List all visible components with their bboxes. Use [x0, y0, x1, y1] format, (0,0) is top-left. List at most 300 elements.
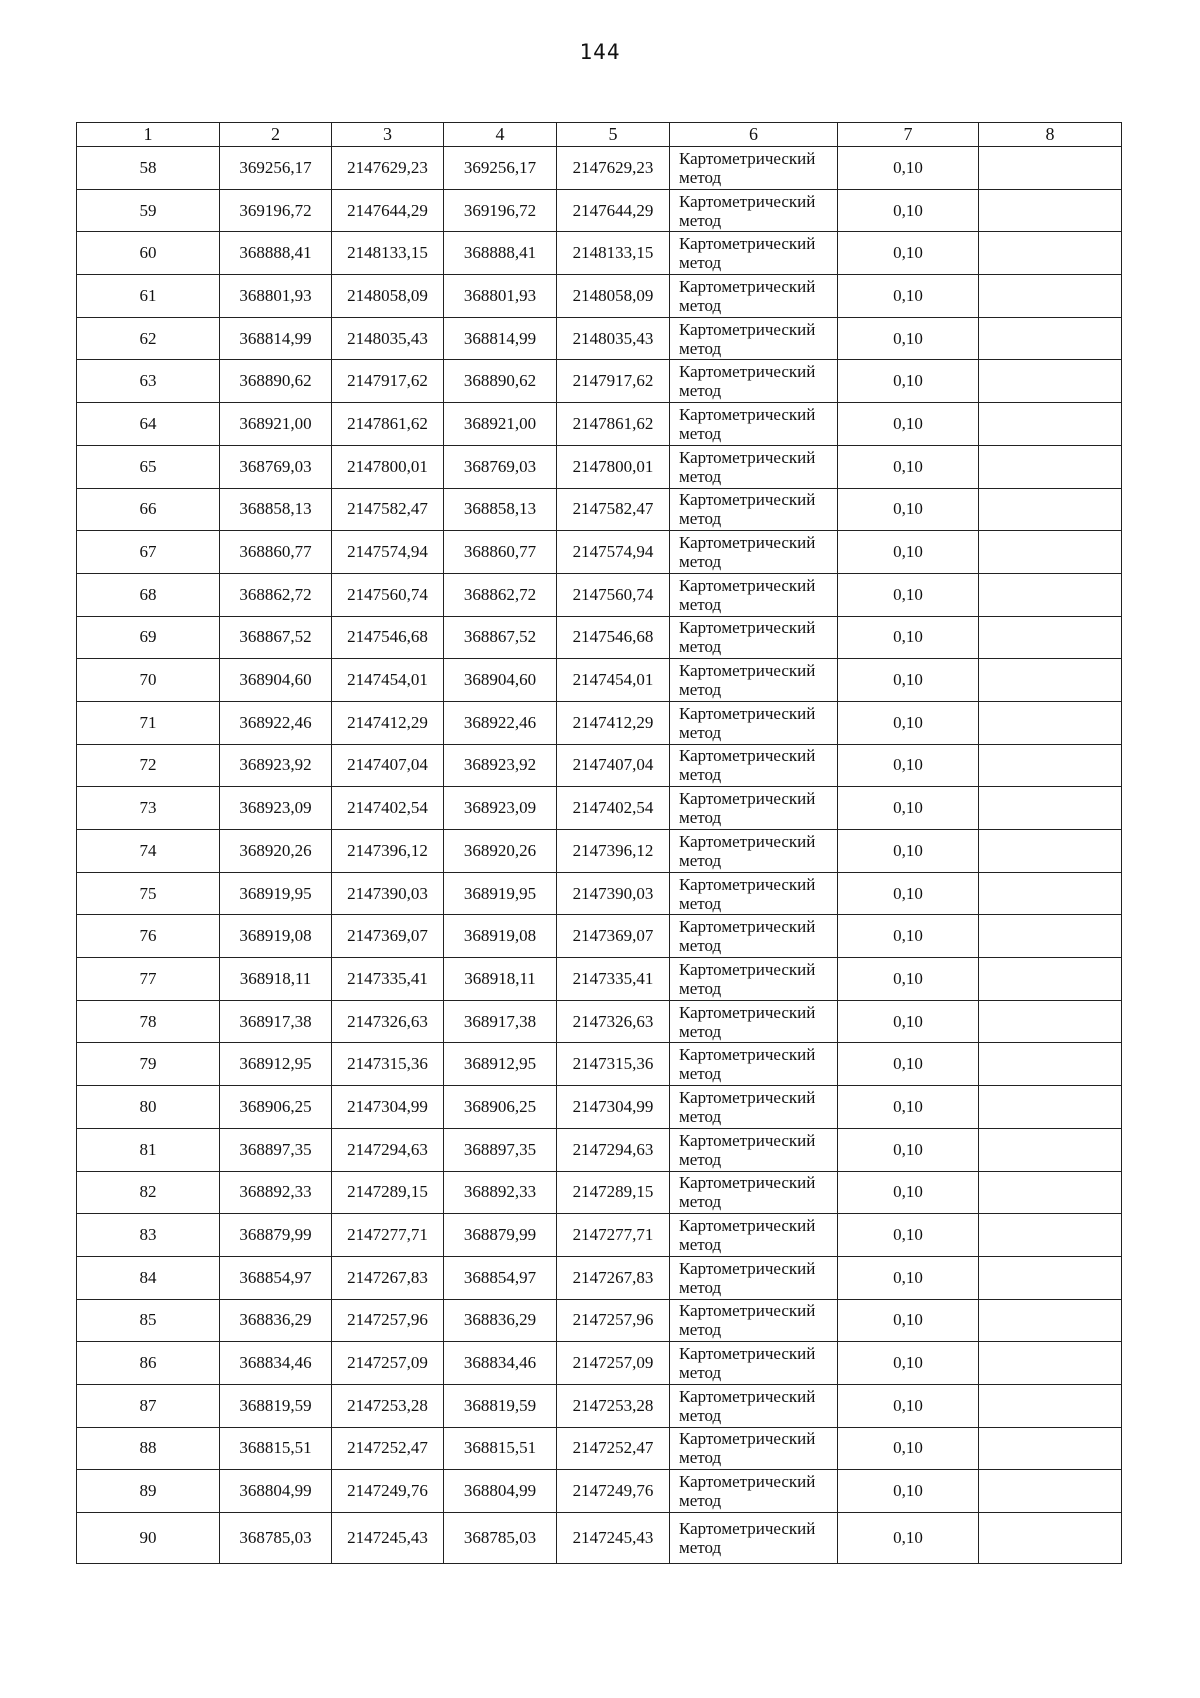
method-line: метод — [679, 1235, 722, 1255]
x-coordinate-cell: 368922,46 — [220, 701, 332, 744]
table-header-row — [77, 123, 1122, 147]
y-coordinate-cell: 2147396,12 — [557, 830, 670, 873]
y-coordinate-cell: 2147644,29 — [557, 189, 670, 232]
point-number-cell: 71 — [77, 701, 220, 744]
y-coordinate-cell: 2147546,68 — [557, 616, 670, 659]
y-coordinate-cell: 2147402,54 — [332, 787, 444, 830]
table-row — [77, 488, 1122, 531]
accuracy-cell: 0,10 — [838, 1043, 979, 1086]
column-header: 1 — [77, 123, 220, 147]
x-coordinate-cell: 368860,77 — [220, 531, 332, 574]
column-header: 3 — [332, 123, 444, 147]
point-number-cell: 69 — [77, 616, 220, 659]
x-coordinate-cell: 368904,60 — [220, 659, 332, 702]
method-line: метод — [679, 1192, 722, 1212]
method-line: метод — [679, 1491, 722, 1511]
accuracy-cell: 0,10 — [838, 915, 979, 958]
y-coordinate-cell: 2147335,41 — [332, 958, 444, 1001]
note-cell — [979, 1043, 1122, 1086]
y-coordinate-cell: 2147289,15 — [332, 1171, 444, 1214]
y-coordinate-cell: 2147574,94 — [332, 531, 444, 574]
y-coordinate-cell: 2147644,29 — [332, 189, 444, 232]
method-line: Картометрический — [679, 1130, 816, 1150]
note-cell — [979, 1086, 1122, 1129]
accuracy-cell: 0,10 — [838, 147, 979, 190]
method-line: Картометрический — [679, 362, 816, 382]
y-coordinate-cell: 2147252,47 — [332, 1427, 444, 1470]
x-coordinate-cell: 368858,13 — [220, 488, 332, 531]
accuracy-cell: 0,10 — [838, 317, 979, 360]
table-row — [77, 1000, 1122, 1043]
table-row — [77, 1256, 1122, 1299]
method-cell — [670, 915, 838, 958]
method-line: Картометрический — [679, 148, 816, 168]
table-row — [77, 232, 1122, 275]
x-coordinate-cell: 368862,72 — [444, 573, 557, 616]
point-number-cell: 66 — [77, 488, 220, 531]
x-coordinate-cell: 368819,59 — [444, 1384, 557, 1427]
accuracy-cell: 0,10 — [838, 488, 979, 531]
method-cell — [670, 445, 838, 488]
y-coordinate-cell: 2147253,28 — [332, 1384, 444, 1427]
y-coordinate-cell: 2147252,47 — [557, 1427, 670, 1470]
x-coordinate-cell: 368804,99 — [220, 1470, 332, 1513]
method-line: метод — [679, 936, 722, 956]
y-coordinate-cell: 2147253,28 — [557, 1384, 670, 1427]
y-coordinate-cell: 2147277,71 — [557, 1214, 670, 1257]
point-number-cell: 82 — [77, 1171, 220, 1214]
page-number: 144 — [579, 40, 621, 64]
x-coordinate-cell: 368888,41 — [444, 232, 557, 275]
accuracy-cell: 0,10 — [838, 1513, 979, 1564]
method-line: метод — [679, 893, 722, 913]
x-coordinate-cell: 368785,03 — [220, 1513, 332, 1564]
table-row — [77, 1384, 1122, 1427]
point-number-cell: 60 — [77, 232, 220, 275]
x-coordinate-cell: 368769,03 — [444, 445, 557, 488]
y-coordinate-cell: 2147412,29 — [557, 701, 670, 744]
note-cell — [979, 744, 1122, 787]
table-row — [77, 915, 1122, 958]
x-coordinate-cell: 368867,52 — [444, 616, 557, 659]
x-coordinate-cell: 368923,09 — [444, 787, 557, 830]
point-number-cell: 84 — [77, 1256, 220, 1299]
method-line: метод — [679, 1021, 722, 1041]
table-row — [77, 275, 1122, 318]
method-cell — [670, 1470, 838, 1513]
accuracy-cell: 0,10 — [838, 787, 979, 830]
method-line: Картометрический — [679, 746, 816, 766]
x-coordinate-cell: 368814,99 — [444, 317, 557, 360]
note-cell — [979, 830, 1122, 873]
y-coordinate-cell: 2147326,63 — [332, 1000, 444, 1043]
point-number-cell: 62 — [77, 317, 220, 360]
method-line: Картометрический — [679, 1258, 816, 1278]
x-coordinate-cell: 368923,09 — [220, 787, 332, 830]
accuracy-cell: 0,10 — [838, 1342, 979, 1385]
method-line: метод — [679, 1277, 722, 1297]
table-row — [77, 1128, 1122, 1171]
point-number-cell: 64 — [77, 403, 220, 446]
column-header: 7 — [838, 123, 979, 147]
accuracy-cell: 0,10 — [838, 445, 979, 488]
method-cell — [670, 1000, 838, 1043]
method-line: Картометрический — [679, 789, 816, 809]
x-coordinate-cell: 368890,62 — [220, 360, 332, 403]
x-coordinate-cell: 368862,72 — [220, 573, 332, 616]
x-coordinate-cell: 368917,38 — [220, 1000, 332, 1043]
note-cell — [979, 1342, 1122, 1385]
method-line: Картометрический — [679, 1045, 816, 1065]
accuracy-cell: 0,10 — [838, 744, 979, 787]
method-line: метод — [679, 594, 722, 614]
accuracy-cell: 0,10 — [838, 872, 979, 915]
method-line: Картометрический — [679, 404, 816, 424]
method-line: метод — [679, 1538, 722, 1557]
y-coordinate-cell: 2147257,96 — [332, 1299, 444, 1342]
method-cell — [670, 1427, 838, 1470]
x-coordinate-cell: 368906,25 — [444, 1086, 557, 1129]
accuracy-cell: 0,10 — [838, 701, 979, 744]
point-number-cell: 81 — [77, 1128, 220, 1171]
x-coordinate-cell: 369256,17 — [444, 147, 557, 190]
y-coordinate-cell: 2147390,03 — [557, 872, 670, 915]
point-number-cell: 78 — [77, 1000, 220, 1043]
method-cell — [670, 1256, 838, 1299]
method-line: метод — [679, 1106, 722, 1126]
x-coordinate-cell: 368890,62 — [444, 360, 557, 403]
x-coordinate-cell: 368815,51 — [220, 1427, 332, 1470]
method-cell — [670, 147, 838, 190]
note-cell — [979, 701, 1122, 744]
method-cell — [670, 531, 838, 574]
x-coordinate-cell: 368920,26 — [220, 830, 332, 873]
method-cell — [670, 787, 838, 830]
method-line: метод — [679, 423, 722, 443]
method-cell — [670, 1171, 838, 1214]
y-coordinate-cell: 2147277,71 — [332, 1214, 444, 1257]
point-number-cell: 70 — [77, 659, 220, 702]
method-cell — [670, 744, 838, 787]
y-coordinate-cell: 2147412,29 — [332, 701, 444, 744]
y-coordinate-cell: 2147249,76 — [332, 1470, 444, 1513]
accuracy-cell: 0,10 — [838, 1384, 979, 1427]
x-coordinate-cell: 368918,11 — [444, 958, 557, 1001]
y-coordinate-cell: 2147861,62 — [332, 403, 444, 446]
accuracy-cell: 0,10 — [838, 275, 979, 318]
point-number-cell: 65 — [77, 445, 220, 488]
table-row — [77, 445, 1122, 488]
method-line: Картометрический — [679, 575, 816, 595]
x-coordinate-cell: 368897,35 — [444, 1128, 557, 1171]
y-coordinate-cell: 2147629,23 — [557, 147, 670, 190]
accuracy-cell: 0,10 — [838, 1214, 979, 1257]
method-line: метод — [679, 637, 722, 657]
method-cell — [670, 872, 838, 915]
accuracy-cell: 0,10 — [838, 958, 979, 1001]
point-number-cell: 75 — [77, 872, 220, 915]
method-cell — [670, 1043, 838, 1086]
y-coordinate-cell: 2147267,83 — [332, 1256, 444, 1299]
x-coordinate-cell: 368919,08 — [220, 915, 332, 958]
y-coordinate-cell: 2147369,07 — [332, 915, 444, 958]
method-line: метод — [679, 466, 722, 486]
column-header: 6 — [670, 123, 838, 147]
note-cell — [979, 1256, 1122, 1299]
y-coordinate-cell: 2147245,43 — [557, 1513, 670, 1564]
note-cell — [979, 317, 1122, 360]
point-number-cell: 58 — [77, 147, 220, 190]
accuracy-cell: 0,10 — [838, 232, 979, 275]
note-cell — [979, 573, 1122, 616]
y-coordinate-cell: 2147861,62 — [557, 403, 670, 446]
method-cell — [670, 958, 838, 1001]
method-line: метод — [679, 295, 722, 315]
y-coordinate-cell: 2147582,47 — [332, 488, 444, 531]
x-coordinate-cell: 368867,52 — [220, 616, 332, 659]
table-row — [77, 701, 1122, 744]
method-line: метод — [679, 680, 722, 700]
method-line: Картометрический — [679, 874, 816, 894]
x-coordinate-cell: 368918,11 — [220, 958, 332, 1001]
method-line: Картометрический — [679, 234, 816, 254]
method-line: Картометрический — [679, 1519, 816, 1538]
y-coordinate-cell: 2147402,54 — [557, 787, 670, 830]
accuracy-cell: 0,10 — [838, 573, 979, 616]
method-cell — [670, 1299, 838, 1342]
x-coordinate-cell: 368836,29 — [220, 1299, 332, 1342]
y-coordinate-cell: 2147396,12 — [332, 830, 444, 873]
method-line: метод — [679, 808, 722, 828]
table-row — [77, 403, 1122, 446]
table-row — [77, 659, 1122, 702]
note-cell — [979, 403, 1122, 446]
method-cell — [670, 360, 838, 403]
accuracy-cell: 0,10 — [838, 1427, 979, 1470]
x-coordinate-cell: 368854,97 — [444, 1256, 557, 1299]
method-line: метод — [679, 210, 722, 230]
table-row — [77, 531, 1122, 574]
accuracy-cell: 0,10 — [838, 1299, 979, 1342]
coordinates-table — [76, 122, 1122, 1564]
x-coordinate-cell: 368854,97 — [220, 1256, 332, 1299]
y-coordinate-cell: 2148058,09 — [332, 275, 444, 318]
method-line: Картометрический — [679, 319, 816, 339]
x-coordinate-cell: 368922,46 — [444, 701, 557, 744]
note-cell — [979, 1427, 1122, 1470]
method-line: метод — [679, 1448, 722, 1468]
x-coordinate-cell: 368769,03 — [220, 445, 332, 488]
method-line: метод — [679, 381, 722, 401]
x-coordinate-cell: 368923,92 — [220, 744, 332, 787]
column-header: 8 — [979, 123, 1122, 147]
y-coordinate-cell: 2147917,62 — [332, 360, 444, 403]
note-cell — [979, 275, 1122, 318]
table-row — [77, 1427, 1122, 1470]
x-coordinate-cell: 368834,46 — [220, 1342, 332, 1385]
method-line: Картометрический — [679, 276, 816, 296]
x-coordinate-cell: 368892,33 — [444, 1171, 557, 1214]
method-line: метод — [679, 722, 722, 742]
y-coordinate-cell: 2147574,94 — [557, 531, 670, 574]
x-coordinate-cell: 368879,99 — [220, 1214, 332, 1257]
point-number-cell: 83 — [77, 1214, 220, 1257]
x-coordinate-cell: 368815,51 — [444, 1427, 557, 1470]
x-coordinate-cell: 368819,59 — [220, 1384, 332, 1427]
y-coordinate-cell: 2148035,43 — [557, 317, 670, 360]
y-coordinate-cell: 2147800,01 — [557, 445, 670, 488]
note-cell — [979, 1214, 1122, 1257]
table-row — [77, 189, 1122, 232]
method-line: Картометрический — [679, 1472, 816, 1492]
y-coordinate-cell: 2147560,74 — [557, 573, 670, 616]
y-coordinate-cell: 2148035,43 — [332, 317, 444, 360]
y-coordinate-cell: 2147335,41 — [557, 958, 670, 1001]
x-coordinate-cell: 368919,08 — [444, 915, 557, 958]
method-cell — [670, 232, 838, 275]
method-line: метод — [679, 850, 722, 870]
method-line: Картометрический — [679, 1216, 816, 1236]
y-coordinate-cell: 2147249,76 — [557, 1470, 670, 1513]
method-cell — [670, 403, 838, 446]
x-coordinate-cell: 368785,03 — [444, 1513, 557, 1564]
point-number-cell: 76 — [77, 915, 220, 958]
x-coordinate-cell: 368904,60 — [444, 659, 557, 702]
accuracy-cell: 0,10 — [838, 830, 979, 873]
note-cell — [979, 872, 1122, 915]
note-cell — [979, 1128, 1122, 1171]
method-cell — [670, 659, 838, 702]
table-row — [77, 1043, 1122, 1086]
table-row — [77, 147, 1122, 190]
point-number-cell: 74 — [77, 830, 220, 873]
method-line: метод — [679, 253, 722, 273]
y-coordinate-cell: 2147454,01 — [332, 659, 444, 702]
note-cell — [979, 189, 1122, 232]
point-number-cell: 87 — [77, 1384, 220, 1427]
point-number-cell: 72 — [77, 744, 220, 787]
y-coordinate-cell: 2147407,04 — [557, 744, 670, 787]
method-line: метод — [679, 552, 722, 572]
y-coordinate-cell: 2147917,62 — [557, 360, 670, 403]
table-row — [77, 1342, 1122, 1385]
x-coordinate-cell: 368897,35 — [220, 1128, 332, 1171]
point-number-cell: 89 — [77, 1470, 220, 1513]
x-coordinate-cell: 368801,93 — [444, 275, 557, 318]
point-number-cell: 88 — [77, 1427, 220, 1470]
x-coordinate-cell: 369256,17 — [220, 147, 332, 190]
method-line: Картометрический — [679, 703, 816, 723]
x-coordinate-cell: 368919,95 — [444, 872, 557, 915]
note-cell — [979, 488, 1122, 531]
method-line: метод — [679, 978, 722, 998]
y-coordinate-cell: 2147546,68 — [332, 616, 444, 659]
x-coordinate-cell: 368919,95 — [220, 872, 332, 915]
method-cell — [670, 1128, 838, 1171]
method-line: Картометрический — [679, 191, 816, 211]
method-line: Картометрический — [679, 1429, 816, 1449]
table-row — [77, 744, 1122, 787]
y-coordinate-cell: 2147390,03 — [332, 872, 444, 915]
x-coordinate-cell: 368892,33 — [220, 1171, 332, 1214]
y-coordinate-cell: 2147257,09 — [332, 1342, 444, 1385]
accuracy-cell: 0,10 — [838, 1086, 979, 1129]
accuracy-cell: 0,10 — [838, 616, 979, 659]
y-coordinate-cell: 2147315,36 — [332, 1043, 444, 1086]
x-coordinate-cell: 368879,99 — [444, 1214, 557, 1257]
point-number-cell: 85 — [77, 1299, 220, 1342]
point-number-cell: 73 — [77, 787, 220, 830]
table-row — [77, 1513, 1122, 1564]
method-line: Картометрический — [679, 490, 816, 510]
note-cell — [979, 787, 1122, 830]
x-coordinate-cell: 368801,93 — [220, 275, 332, 318]
table-row — [77, 616, 1122, 659]
x-coordinate-cell: 368923,92 — [444, 744, 557, 787]
y-coordinate-cell: 2147257,96 — [557, 1299, 670, 1342]
x-coordinate-cell: 368836,29 — [444, 1299, 557, 1342]
method-line: Картометрический — [679, 1173, 816, 1193]
column-header: 4 — [444, 123, 557, 147]
x-coordinate-cell: 368834,46 — [444, 1342, 557, 1385]
method-line: Картометрический — [679, 618, 816, 638]
table-row — [77, 1299, 1122, 1342]
table-row — [77, 360, 1122, 403]
method-cell — [670, 573, 838, 616]
point-number-cell: 86 — [77, 1342, 220, 1385]
x-coordinate-cell: 368921,00 — [444, 403, 557, 446]
note-cell — [979, 1384, 1122, 1427]
method-line: Картометрический — [679, 533, 816, 553]
x-coordinate-cell: 368814,99 — [220, 317, 332, 360]
y-coordinate-cell: 2147289,15 — [557, 1171, 670, 1214]
table-row — [77, 1470, 1122, 1513]
x-coordinate-cell: 368917,38 — [444, 1000, 557, 1043]
method-cell — [670, 1214, 838, 1257]
y-coordinate-cell: 2147407,04 — [332, 744, 444, 787]
method-cell — [670, 1384, 838, 1427]
method-cell — [670, 317, 838, 360]
table-row — [77, 1214, 1122, 1257]
y-coordinate-cell: 2147257,09 — [557, 1342, 670, 1385]
note-cell — [979, 1470, 1122, 1513]
note-cell — [979, 1171, 1122, 1214]
method-line: метод — [679, 1405, 722, 1425]
x-coordinate-cell: 368860,77 — [444, 531, 557, 574]
y-coordinate-cell: 2148058,09 — [557, 275, 670, 318]
y-coordinate-cell: 2147454,01 — [557, 659, 670, 702]
x-coordinate-cell: 369196,72 — [444, 189, 557, 232]
accuracy-cell: 0,10 — [838, 1171, 979, 1214]
point-number-cell: 77 — [77, 958, 220, 1001]
method-line: Картометрический — [679, 661, 816, 681]
y-coordinate-cell: 2147369,07 — [557, 915, 670, 958]
method-line: метод — [679, 167, 722, 187]
y-coordinate-cell: 2147629,23 — [332, 147, 444, 190]
x-coordinate-cell: 368888,41 — [220, 232, 332, 275]
method-line: Картометрический — [679, 1087, 816, 1107]
x-coordinate-cell: 368921,00 — [220, 403, 332, 446]
note-cell — [979, 659, 1122, 702]
point-number-cell: 90 — [77, 1513, 220, 1564]
column-header: 2 — [220, 123, 332, 147]
y-coordinate-cell: 2147800,01 — [332, 445, 444, 488]
accuracy-cell: 0,10 — [838, 1128, 979, 1171]
method-line: метод — [679, 1064, 722, 1084]
method-line: Картометрический — [679, 1386, 816, 1406]
y-coordinate-cell: 2147560,74 — [332, 573, 444, 616]
y-coordinate-cell: 2147304,99 — [332, 1086, 444, 1129]
